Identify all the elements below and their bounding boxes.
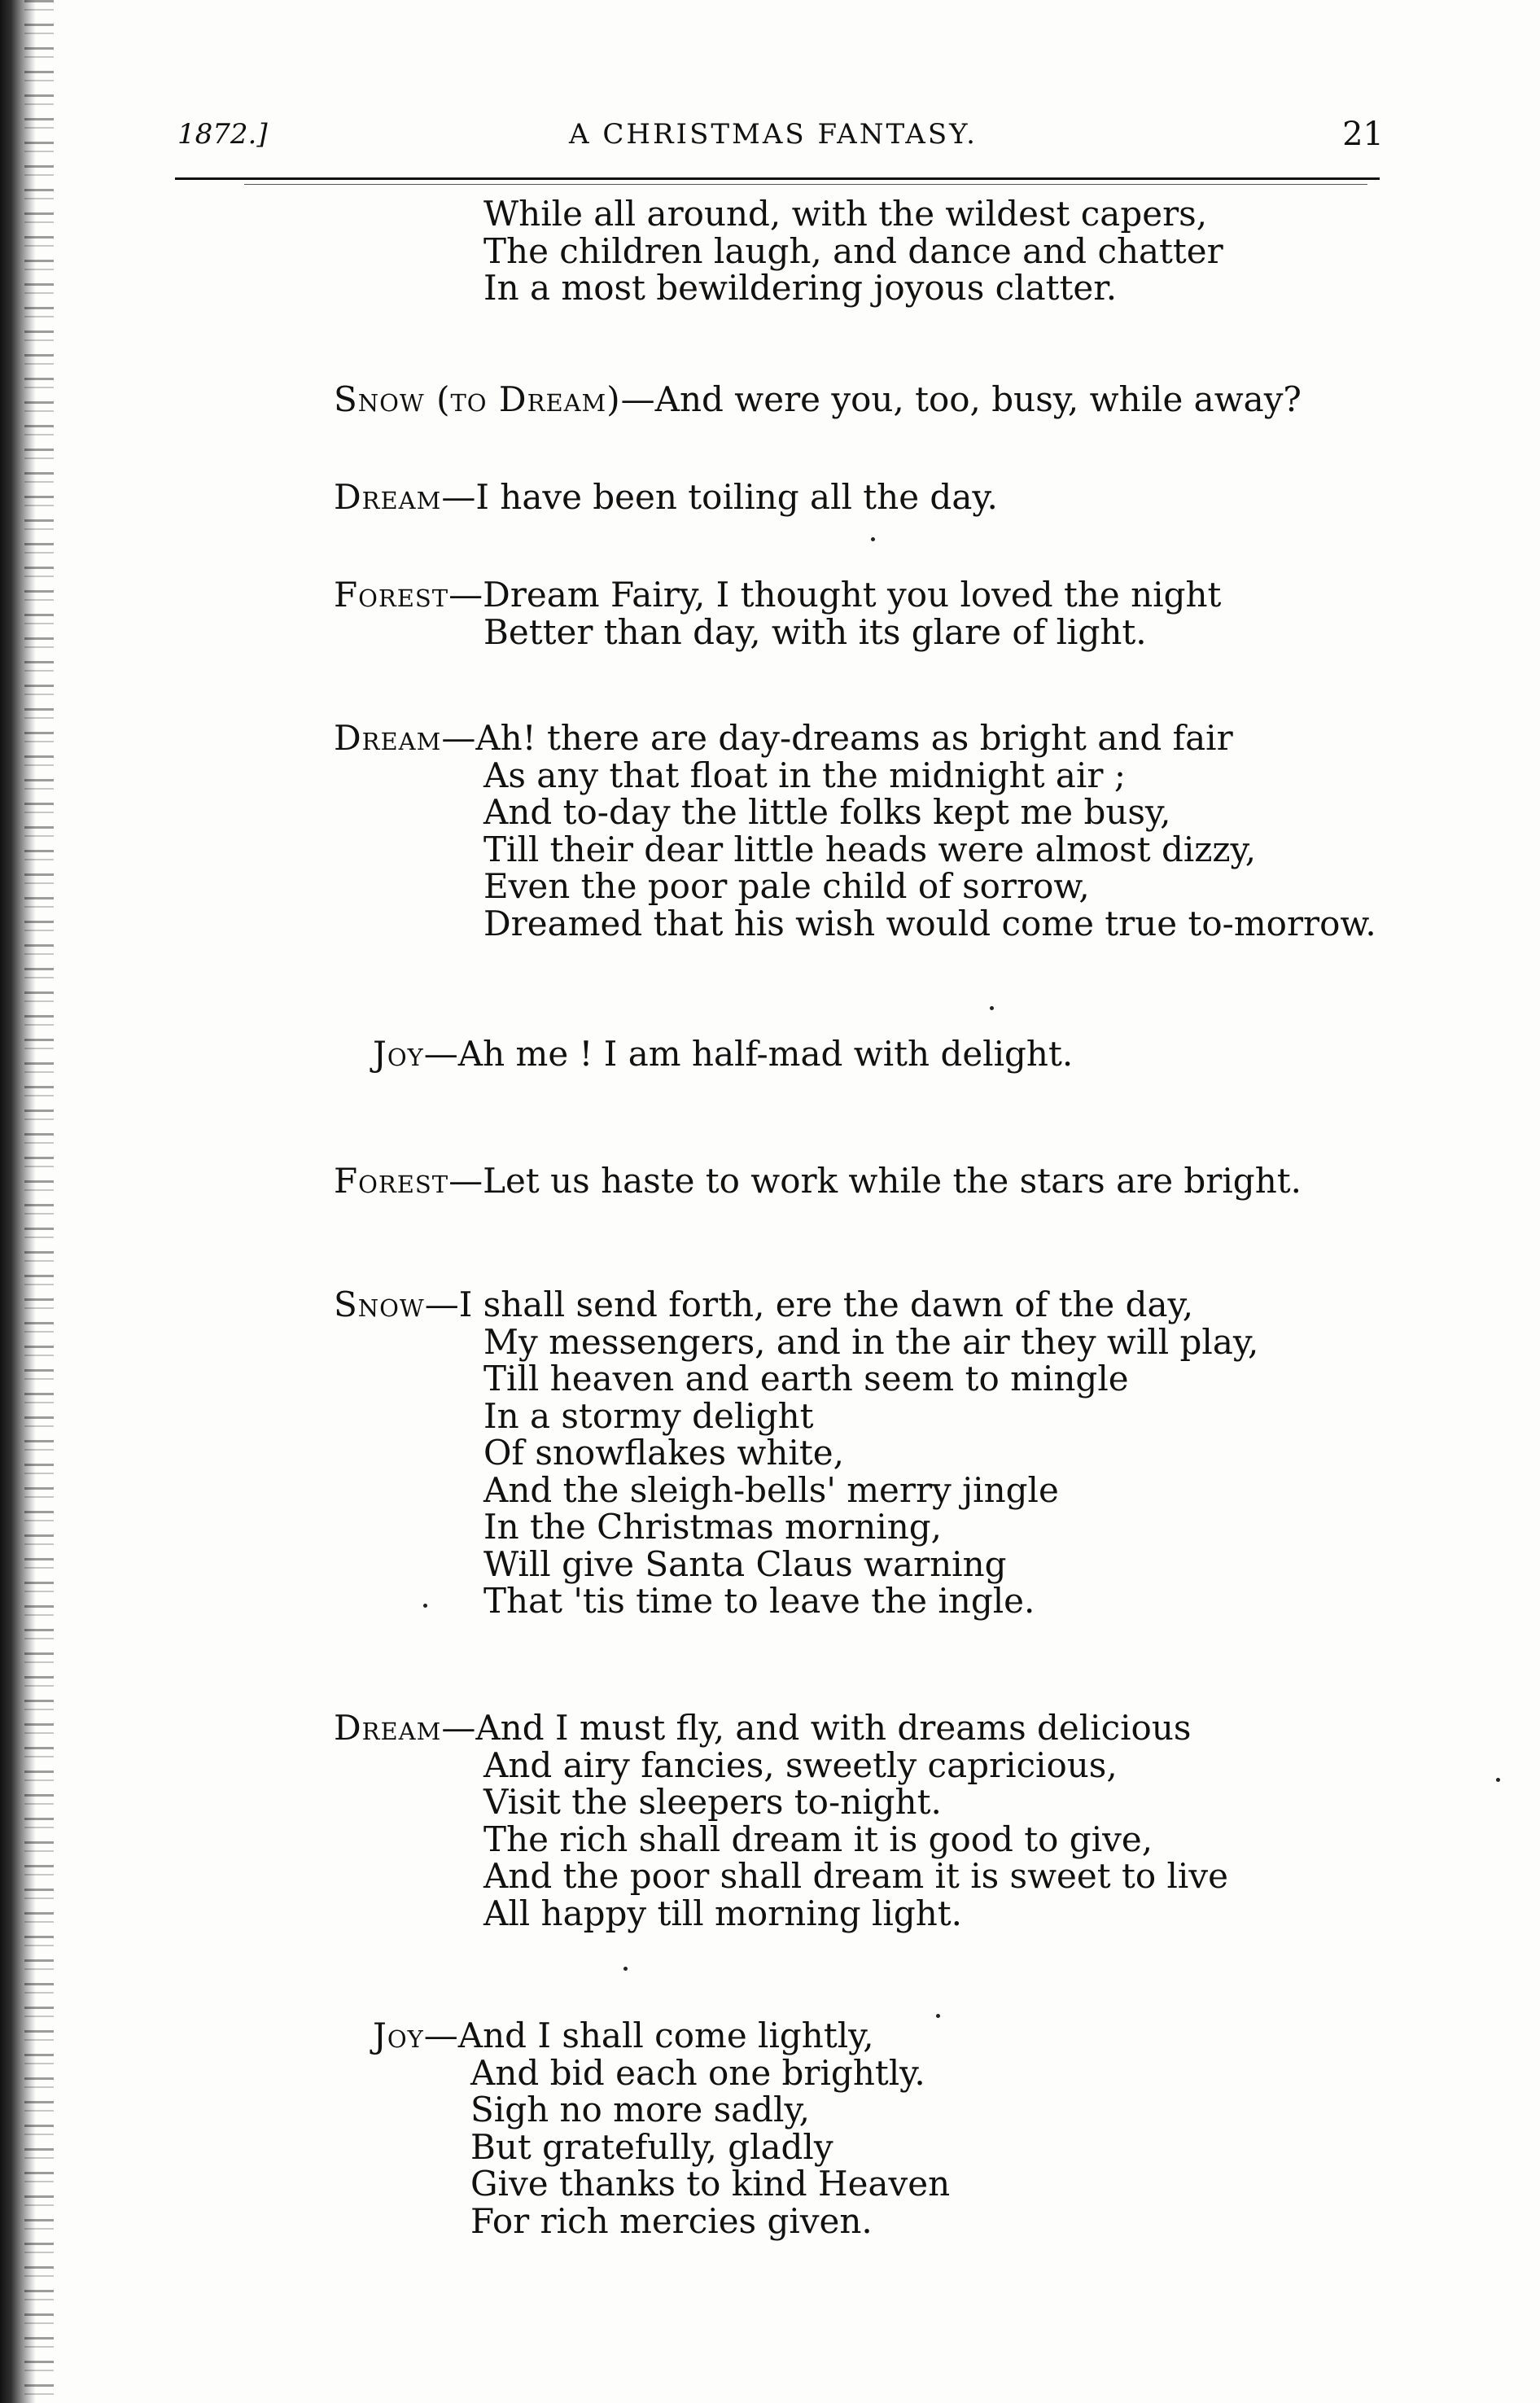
verse-line: Let us haste to work while the stars are bright. [483,1161,1302,1201]
running-head-title: A CHRISTMAS FANTASY. [569,118,978,151]
verse-line: That 'tis time to leave the ingle. [483,1581,1035,1621]
speaker-name: Joy [373,1034,424,1074]
stanza-forest-question [334,576,1221,650]
stanza-snow-to-dream [334,381,1302,418]
verse-line: The rich shall dream it is good to give, [483,1819,1153,1859]
verse-line: And to-day the little folks kept me busy, [483,792,1171,832]
verse-line: All happy till morning light. [483,1893,962,1933]
speaker-name: Joy [373,2016,424,2055]
verse-line: Give thanks to kind Heaven [470,2164,951,2204]
stanza-dream-daydreams [334,720,1376,942]
speech-line: Forest—Dream Fairy, I thought you loved the night [334,575,1222,615]
verse-line: In a stormy delight [483,1395,814,1436]
speaker-name: Forest [334,575,449,615]
running-head-year: 1872.] [177,118,268,151]
header-rule-thin [244,184,1367,185]
page-number: 21 [1342,116,1384,153]
verse-line: And bid each one brightly. [470,2052,925,2093]
verse-line: Till heaven and earth seem to mingle [483,1359,1129,1398]
speech-line: Snow—I shall send forth, ere the dawn of the day, [334,1285,1194,1324]
speech-line: Snow (to Dream)—And were you, too, busy, while away? [334,379,1302,419]
stanza-forest-haste [334,1162,1302,1200]
verse-line: As any that float in the midnight air ; [483,755,1126,795]
verse-line: Even the poor pale child of sorrow, [483,866,1090,906]
print-speck [1496,1778,1500,1782]
print-speck [936,2014,940,2018]
verse-line: Sigh no more sadly, [470,2090,810,2129]
verse-line: Ah! there are day-dreams as bright and fair [475,718,1233,758]
stanza-dream-fly [334,1709,1228,1932]
verse-line: And I shall come lightly, [457,2016,874,2055]
verse-line: And the sleigh-bells' merry jingle [483,1469,1059,1510]
verse-line: Ah me ! I am half-mad with delight. [457,1034,1074,1074]
verse-line: I have been toiling all the day. [475,477,998,517]
speech-line: Joy—And I shall come lightly, [373,2016,874,2055]
binding-shadow [24,0,54,2403]
verse-line: And were you, too, busy, while away? [654,379,1302,419]
verse-line: Dreamed that his wish would come true to-morrow. [483,903,1376,943]
verse-line: And the poor shall dream it is sweet to live [483,1856,1228,1896]
speech-line: Dream—I have been toiling all the day. [334,477,998,517]
verse-line: Better than day, with its glare of light. [483,611,1147,652]
stanza-snow-messengers [334,1286,1258,1620]
header-rule [175,177,1380,180]
verse-line: Till their dear little heads were almost dizzy, [483,829,1257,869]
verse-line: But gratefully, gladly [470,2126,833,2167]
stanza-joy-delight [373,1035,1073,1073]
speaker-name: Snow (to Dream) [334,379,621,419]
verse-line: Will give Santa Claus warning [483,1543,1007,1584]
print-speck [990,1006,994,1010]
print-speck [871,537,875,541]
verse-line: My messengers, and in the air they will play, [483,1321,1259,1362]
speaker-name: Snow [334,1285,425,1324]
verse-line: Visit the sleepers to-night. [483,1782,942,1822]
speaker-name: Dream [334,1708,442,1748]
stanza-joy-lightly [373,2017,950,2239]
stanza-dream-reply [334,479,998,516]
speech-line: Dream—Ah! there are day-dreams as bright and fair [334,718,1233,758]
verse-line: And I must fly, and with dreams delicious [475,1708,1192,1748]
verse-line: The children laugh, and dance and chatter [483,230,1223,271]
verse-line: While all around, with the wildest capers, [483,194,1208,234]
verse-line: I shall send forth, ere the dawn of the day, [458,1285,1194,1324]
verse-line: And airy fancies, sweetly capricious, [483,1744,1118,1785]
speaker-name: Forest [334,1161,449,1201]
verse-line: In the Christmas morning, [483,1507,942,1547]
stanza-continuation [483,195,1223,307]
verse-line: Of snowflakes white, [483,1433,844,1473]
speaker-name: Dream [334,477,442,517]
speech-line: Forest—Let us haste to work while the stars are bright. [334,1161,1302,1201]
speech-line: Dream—And I must fly, and with dreams delicious [334,1708,1192,1748]
print-speck [423,1604,427,1608]
verse-line: Dream Fairy, I thought you loved the night [483,575,1222,615]
verse-line: For rich mercies given. [470,2200,873,2241]
print-speck [623,1967,628,1971]
verse-line: In a most bewildering joyous clatter. [483,268,1118,308]
speech-line: Joy—Ah me ! I am half-mad with delight. [373,1034,1074,1074]
speaker-name: Dream [334,718,442,758]
